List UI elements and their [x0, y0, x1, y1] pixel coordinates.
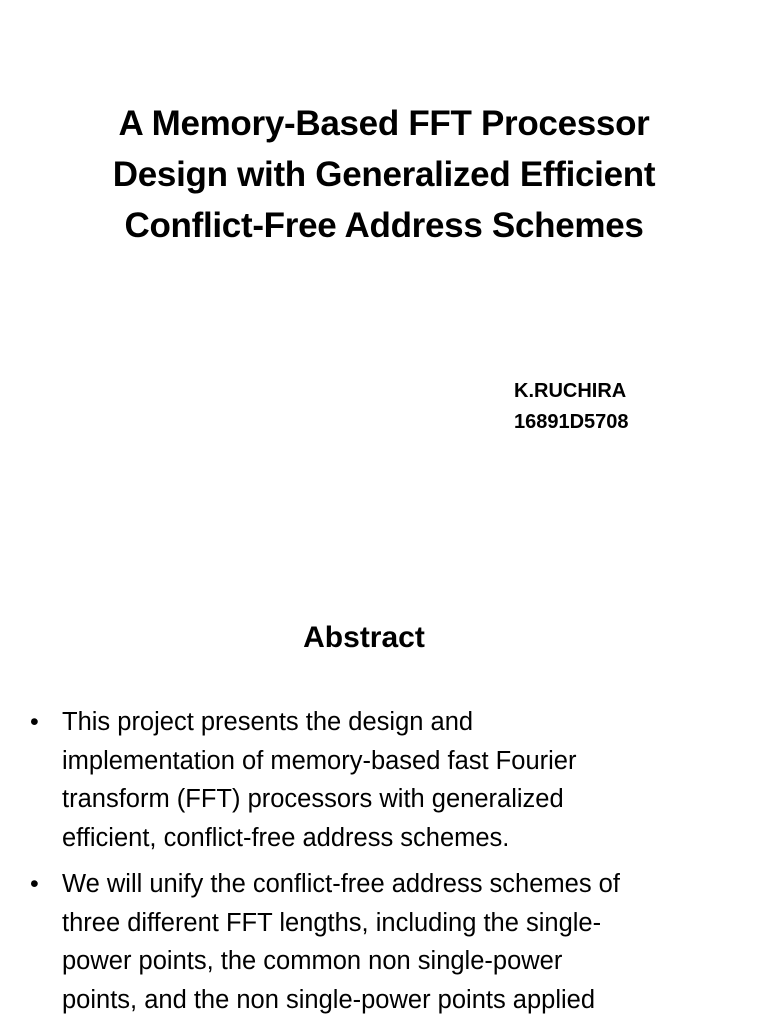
title-line: Design with Generalized Efficient	[112, 155, 656, 194]
bullet-item	[30, 865, 720, 1019]
bullet-icon: •	[30, 870, 39, 898]
bullet-text-line: points, and the non single-power points applied	[62, 985, 596, 1014]
presentation-title	[60, 98, 708, 251]
bullet-list	[30, 703, 720, 1027]
bullet-text-line: transform (FFT) processors with generalized	[62, 785, 564, 813]
bullet-text-line: This project presents the design and	[62, 708, 474, 736]
bullet-text-line: three different FFT lengths, including the single-	[62, 908, 602, 937]
bullet-icon: •	[30, 708, 39, 736]
author-block	[514, 376, 629, 438]
bullet-text-line: power points, the common non single-power	[62, 947, 563, 975]
bullet-text-line: implementation of memory-based fast Fourier	[62, 746, 577, 775]
title-line: Conflict-Free Address Schemes	[124, 206, 644, 245]
bullet-item	[30, 703, 720, 857]
abstract-heading: Abstract	[303, 621, 425, 654]
bullet-text-line: efficient, conflict-free address schemes.	[62, 823, 510, 852]
abstract-slide	[0, 556, 768, 1024]
author-name: K.RUCHIRA	[514, 380, 627, 402]
author-id: 16891D5708	[514, 411, 629, 433]
bullet-text-line: We will unify the conflict-free address schemes of	[62, 870, 620, 898]
title-line: A Memory-Based FFT Processor	[118, 104, 650, 143]
